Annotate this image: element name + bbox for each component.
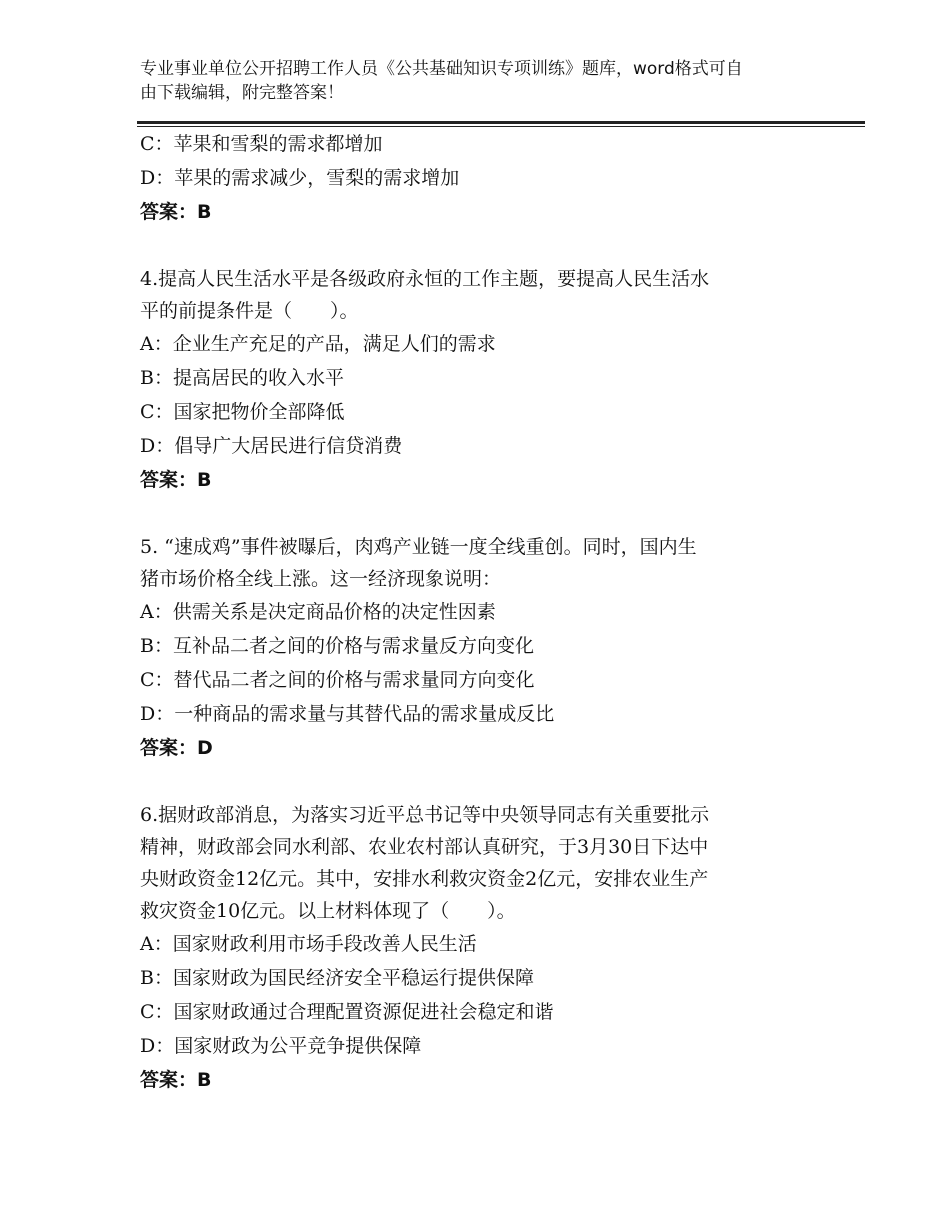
stem-line: 5. “速成鸡”事件被曝后，肉鸡产业链一度全线重创。同时，国内生: [140, 536, 697, 558]
option-d: D：国家财政为公平竞争提供保障: [140, 1035, 422, 1057]
stem-line: 猪市场价格全线上涨。这一经济现象说明：: [140, 568, 502, 590]
header-line-1: 专业事业单位公开招聘工作人员《公共基础知识专项训练》题库，word格式可自: [140, 59, 743, 79]
header-line-2: 由下载编辑，附完整答案！: [140, 83, 344, 103]
question-stem: [140, 531, 830, 595]
question-list: [140, 127, 830, 1097]
question-5: [140, 531, 830, 765]
spacer: [140, 765, 830, 799]
stem-line: 平的前提条件是（ ）。: [140, 300, 359, 322]
answer: 答案：B: [140, 201, 212, 223]
question-stem: [140, 799, 830, 927]
option-d: D：一种商品的需求量与其替代品的需求量成反比: [140, 703, 555, 725]
stem-line: 精神，财政部会同水利部、农业农村部认真研究，于3月30日下达中: [140, 836, 709, 858]
option-c: C：苹果和雪梨的需求都增加: [140, 133, 383, 155]
answer: 答案：D: [140, 737, 213, 759]
answer: 答案：B: [140, 469, 212, 491]
stem-line: 4.提高人民生活水平是各级政府永恒的工作主题，要提高人民生活水: [140, 268, 710, 290]
option-d: D：倡导广大居民进行信贷消费: [140, 435, 403, 457]
question-stem: [140, 263, 830, 327]
option-a: A：供需关系是决定商品价格的决定性因素: [140, 601, 496, 623]
option-b: B：提高居民的收入水平: [140, 367, 344, 389]
stem-line: 6.据财政部消息，为落实习近平总书记等中央领导同志有关重要批示: [140, 804, 710, 826]
answer: 答案：B: [140, 1069, 212, 1091]
question-4: [140, 263, 830, 497]
option-b: B：国家财政为国民经济安全平稳运行提供保障: [140, 967, 534, 989]
page-header: [140, 57, 820, 105]
question-6: [140, 799, 830, 1097]
continued-question: [140, 127, 830, 229]
spacer: [140, 497, 830, 531]
option-a: A：企业生产充足的产品，满足人们的需求: [140, 333, 496, 355]
option-c: C：国家财政通过合理配置资源促进社会稳定和谐: [140, 1001, 554, 1023]
stem-line: 央财政资金12亿元。其中，安排水利救灾资金2亿元，安排农业生产: [140, 868, 709, 890]
spacer: [140, 229, 830, 263]
option-d: D：苹果的需求减少，雪梨的需求增加: [140, 167, 460, 189]
option-a: A：国家财政利用市场手段改善人民生活: [140, 933, 477, 955]
option-c: C：国家把物价全部降低: [140, 401, 345, 423]
stem-line: 救灾资金10亿元。以上材料体现了（ ）。: [140, 900, 516, 922]
option-c: C：替代品二者之间的价格与需求量同方向变化: [140, 669, 535, 691]
option-b: B：互补品二者之间的价格与需求量反方向变化: [140, 635, 534, 657]
